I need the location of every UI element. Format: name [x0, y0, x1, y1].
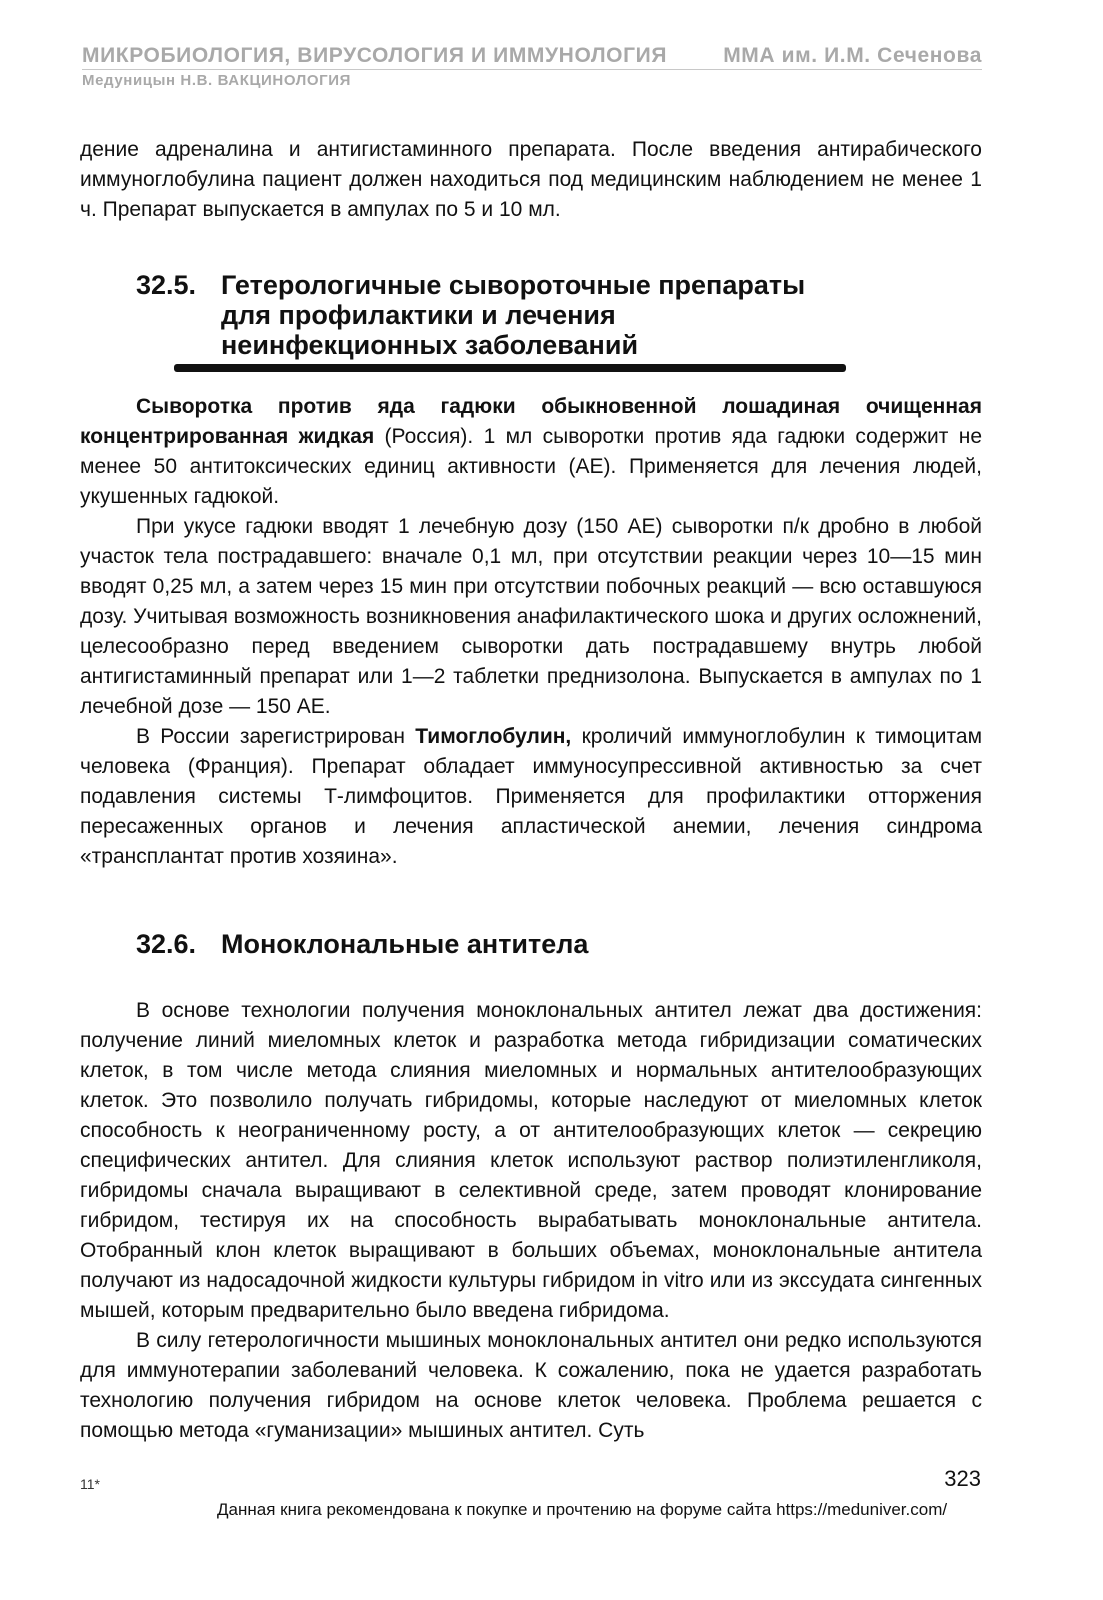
- section-title: Моноклональные антитела: [221, 929, 589, 959]
- header-row: [82, 44, 982, 70]
- section-heading-32-5: [80, 270, 982, 360]
- paragraph-humanization: В силу гетерологичности мышиных моноклональных антител они редко используются для иммунотерапии заболеваний человека. К сожалению, пока не удается разработать технологию получения гибридом на основе клеток человека. Проблема решается с помощью метода «гуманизации» мышиных антител. Суть: [80, 1329, 982, 1442]
- section-number: 32.5.: [136, 270, 197, 300]
- signature-mark: 11*: [80, 1476, 100, 1492]
- paragraph-dosage: При укусе гадюки вводят 1 лечебную дозу (150 АЕ) сыворотки п/к дробно в любой участок тела пострадавшего: вначале 0,1 мл, при отсутствии реакции через 10—15 мин вводят 0,25 мл, а затем через 15 мин при отсутствии побочных реакций — всю оставшуюся дозу. Учитывая возможность возникновения анафилактического шока и других осложнений, целесообразно перед введением сыворотки дать пострадавшему внутрь любой антигистаминный препарат или 1—2 таблетки преднизолона. Выпускается в ампулах по 1 лечебной дозе — 150 АЕ.: [80, 515, 982, 718]
- serum-text: (Россия). 1 мл сыворотки против яда гадюки содержит не менее 50 антитоксических единиц активности (АЕ). Применяется для лечения людей, укушенных гадюкой.: [80, 425, 982, 508]
- header-sub: Медуницын Н.В. ВАКЦИНОЛОГИЯ: [82, 72, 351, 89]
- thymo-name: Тимоглобулин,: [415, 725, 572, 748]
- header-left: МИКРОБИОЛОГИЯ, ВИРУСОЛОГИЯ И ИММУНОЛОГИЯ: [82, 44, 668, 67]
- header-right: ММА им. И.М. Сеченова: [723, 44, 982, 67]
- section-title: [221, 270, 805, 360]
- section-title-line-1: Гетерологичные сывороточные препараты: [221, 270, 806, 300]
- footer-note: Данная книга рекомендована к покупке и прочтению на форуме сайта https://meduniver.com/: [217, 1500, 948, 1519]
- thymo-before: В России зарегистрирован: [136, 725, 416, 748]
- paragraph-thymoglobulin: [80, 722, 982, 872]
- thymo-after: кроличий иммуноглобулин к тимоцитам человека (Франция). Препарат обладает иммуносупрессивной активностью за счет подавления системы Т-лимфоцитов. Применяется для профилактики отторжения пересаженных органов и лечения апластической анемии, лечения синдрома «трансплантат против хозяина».: [80, 725, 983, 868]
- page-content: [80, 135, 982, 1446]
- page-number: 323: [944, 1466, 981, 1491]
- running-header: [82, 44, 982, 89]
- serum-name: Сыворотка против яда гадюки обыкновенной лошадиная очищенная концентрированная жидкая: [80, 395, 982, 448]
- paragraph-monoclonal: В основе технологии получения моноклональных антител лежат два достижения: получение линий миеломных клеток и разработка метода гибридизации соматических клеток, в том числе метода слияния миеломных и нормальных антителообразующих клеток. Это позволило получать гибридомы, которые наследуют от миеломных клеток способность к неограниченному росту, а от антителообразующих клеток — секрецию специфических антител. Для слияния клеток используют раствор полиэтиленгликоля, гибридомы сначала выращивают в селективной среде, затем проводят клонирование гибридом, тестируя их на способность вырабатывать моноклональные антитела. Отобранный клон клеток выращивают в больших объемах, моноклональные антитела получают из надосадочной жидкости культуры гибридом in vitro или из экссудата сингенных мышей, которым предварительно было введена гибридома.: [80, 999, 982, 1322]
- section-number: 32.6.: [136, 929, 197, 959]
- section-title-line-3: неинфекционных заболеваний: [221, 330, 639, 360]
- section-title-line-2: для профилактики и лечения: [221, 300, 616, 330]
- paragraph-serum: [80, 392, 982, 512]
- section-heading-32-6: [80, 929, 982, 960]
- intro-paragraph: дение адреналина и антигистаминного препарата. После введения антирабического иммуноглобулина пациент должен находиться под медицинским наблюдением не менее 1 ч. Препарат выпускается в ампулах по 5 и 10 мл.: [80, 138, 982, 221]
- heading-underline: [174, 364, 846, 372]
